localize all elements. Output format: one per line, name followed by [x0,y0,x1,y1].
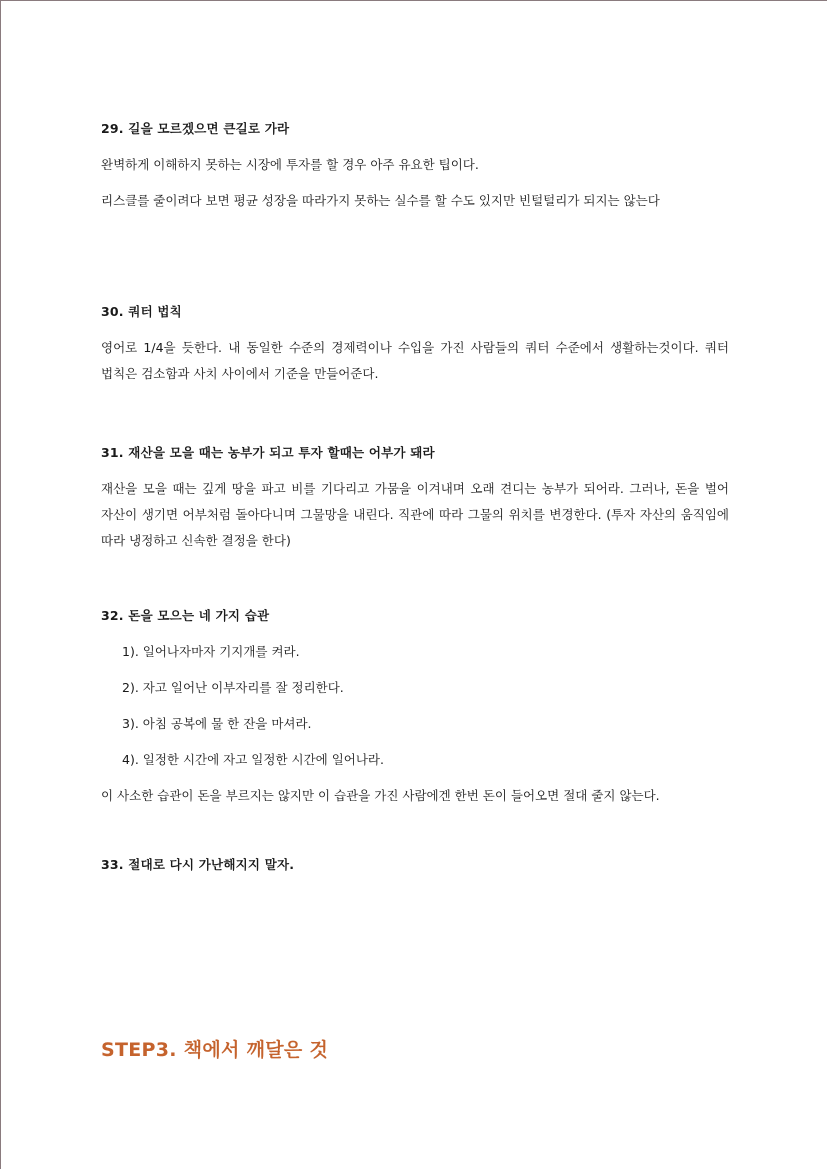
step-heading: STEP3. 책에서 깨달은 것 [101,1039,329,1061]
section-33 [101,855,729,875]
section-spacer [101,819,729,855]
section-heading: 32. 돈을 모으는 네 가지 습관 [101,608,270,623]
document-content [101,119,729,888]
section-32 [101,606,729,809]
section-heading: 33. 절대로 다시 가난해지지 말자. [101,857,295,872]
section-spacer [101,239,729,302]
list-item: 4). 일정한 시간에 자고 일정한 시간에 일어나라. [122,752,384,767]
section-spacer [101,564,729,606]
list-item: 2). 자고 일어난 이부자리를 잘 정리한다. [122,680,344,695]
section-spacer [101,397,729,443]
section-paragraph: 완벽하게 이해하지 못하는 시장에 투자를 할 경우 아주 유요한 팁이다. [101,157,479,172]
section-paragraph: 리스클를 줄이려다 보면 평균 성장을 따라가지 못하는 실수를 할 수도 있지만 빈털털리가 되지는 않는다 [101,193,660,208]
section-paragraph: 영어로 1/4을 듯한다. 내 동일한 수준의 경제력이나 수입을 가진 사람들의 쿼터 수준에서 생활하는것이다. 쿼터 법칙은 검소함과 사치 사이에서 기준을 만들어준다. [101,340,729,381]
section-30 [101,302,729,387]
section-heading: 29. 길을 모르겠으면 큰길로 가라 [101,121,290,136]
section-heading: 30. 쿼터 법칙 [101,304,182,319]
section-31 [101,443,729,554]
list-item: 1). 일어나자마자 기지개를 켜라. [122,644,300,659]
section-29 [101,119,729,239]
list-item: 3). 아침 공복에 물 한 잔을 마셔라. [122,716,312,731]
section-heading: 31. 재산을 모을 때는 농부가 되고 투자 할때는 어부가 돼라 [101,445,435,460]
section-paragraph: 재산을 모을 때는 깊게 땅을 파고 비를 기다리고 가뭄을 이겨내며 오래 견디는 농부가 되어라. 그러나, 돈을 벌어 자산이 생기면 어부처럼 돌아다니며 그물망을 내린다. 직관에 따라 그물의 위치를 변경한다. (투자 자산의 움직임에 따라 냉정하고 신속한 결정을 한다) [101,481,729,548]
section-paragraph: 이 사소한 습관이 돈을 부르지는 않지만 이 습관을 가진 사람에겐 한번 돈이 들어오면 절대 줄지 않는다. [101,788,660,803]
